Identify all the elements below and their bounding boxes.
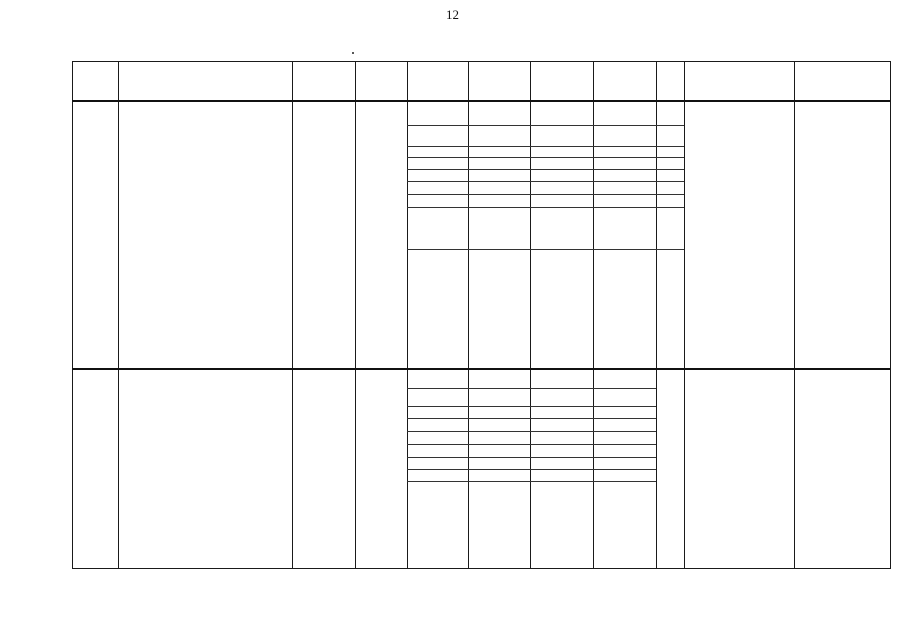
table-subrow-line [407,181,684,182]
table-subrow-line [407,481,656,482]
table-subrow-line [407,457,656,458]
table-subrow-line [407,146,684,147]
table-row-line [72,568,890,569]
table-column-line [118,61,119,569]
table-row-line [72,368,890,370]
table-subrow-line [407,431,656,432]
table-column-line [292,61,293,569]
table-column-line [593,61,594,569]
table-column-line [355,61,356,569]
table-subrow-line [407,444,656,445]
table-column-line [530,61,531,569]
budget-table [72,61,890,569]
table-column-line [656,61,657,569]
table-column-line [794,61,795,569]
table-subrow-line [407,249,684,250]
page-number: 12 [446,7,459,22]
scan-speck [352,52,354,54]
table-subrow-line [407,388,656,389]
table-column-line [468,61,469,569]
table-column-line [684,61,685,569]
table-row-line [72,61,890,62]
table-subrow-line [407,207,684,208]
table-subrow-line [407,194,684,195]
table-subrow-line [407,169,684,170]
table-column-line [407,61,408,569]
table-subrow-line [407,125,684,126]
table-column-line [890,61,891,569]
table-subrow-line [407,406,656,407]
table-subrow-line [407,469,656,470]
table-subrow-line [407,157,684,158]
table-subrow-line [407,418,656,419]
table-column-line [72,61,73,569]
table-row-line [72,100,890,102]
